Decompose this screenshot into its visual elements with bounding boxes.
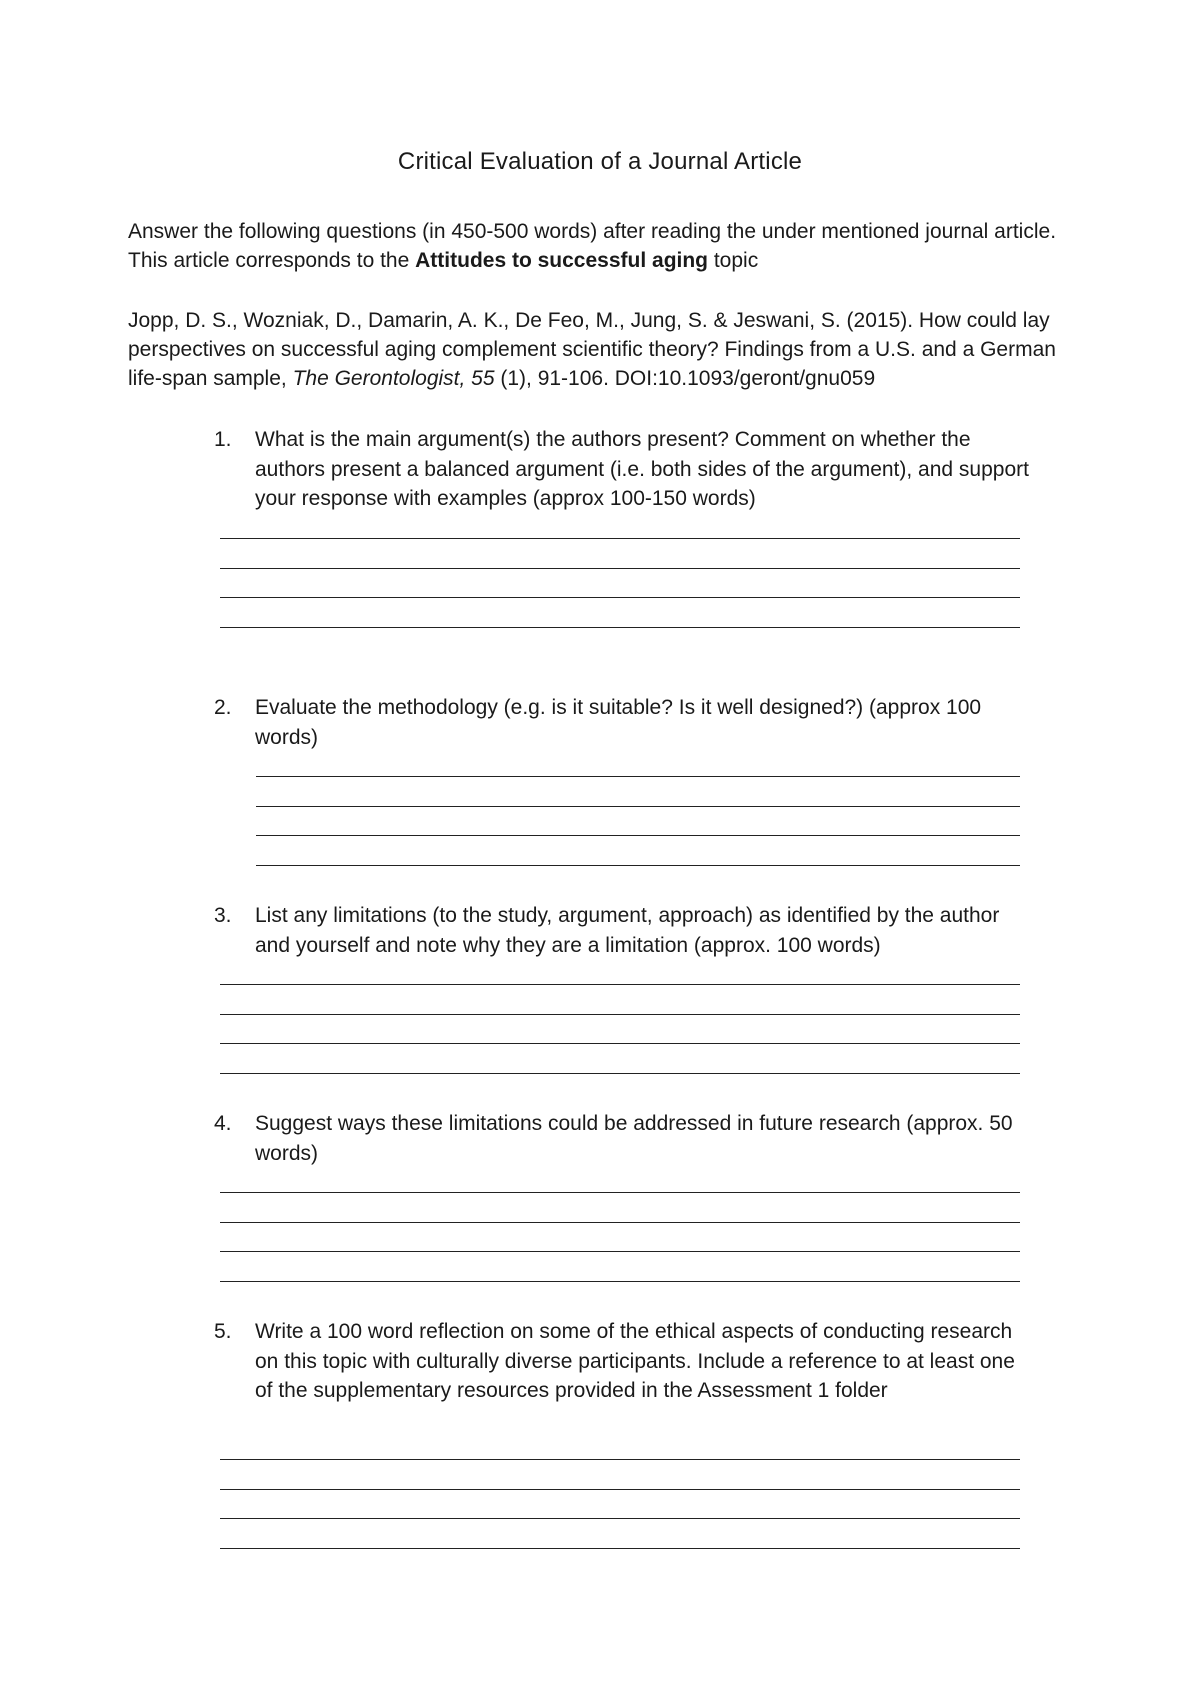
answer-line[interactable]	[220, 1192, 1020, 1193]
citation-rest: (1), 91-106. DOI:10.1093/geront/gnu059	[494, 367, 876, 390]
answer-line[interactable]	[220, 538, 1020, 539]
question-1	[214, 425, 1034, 514]
answer-line[interactable]	[256, 776, 1020, 777]
intro-paragraph	[128, 217, 1058, 275]
intro-text-end: topic	[708, 249, 759, 272]
answer-line[interactable]	[220, 1489, 1020, 1490]
question-text: List any limitations (to the study, argument, approach) as identified by the author and yourself and note why they are a limitation (approx. 100 words)	[255, 904, 1000, 957]
page-title: Critical Evaluation of a Journal Article	[397, 148, 803, 175]
answer-lines-4[interactable]	[220, 1192, 1020, 1282]
answer-lines-1[interactable]	[220, 538, 1020, 628]
question-5	[214, 1317, 1034, 1406]
answer-line[interactable]	[220, 984, 1020, 985]
answer-line[interactable]	[220, 597, 1020, 598]
question-number: 5.	[214, 1320, 232, 1343]
topic-name: Attitudes to successful aging	[415, 249, 709, 272]
answer-line[interactable]	[220, 1281, 1020, 1282]
question-2	[214, 693, 1034, 752]
intro-text: Answer the following questions (in 450-500 words) after reading the under mentioned journal article. This article corresponds to the	[128, 220, 1057, 272]
answer-line[interactable]	[256, 806, 1020, 807]
answer-line[interactable]	[256, 835, 1020, 836]
answer-lines-2[interactable]	[256, 776, 1020, 866]
question-text: Suggest ways these limitations could be addressed in future research (approx. 50 words)	[255, 1112, 1013, 1165]
answer-line[interactable]	[220, 1548, 1020, 1549]
answer-line[interactable]	[220, 1222, 1020, 1223]
question-number: 2.	[214, 696, 232, 719]
answer-lines-3[interactable]	[220, 984, 1020, 1074]
question-number: 1.	[214, 428, 232, 451]
question-text: Evaluate the methodology (e.g. is it suitable? Is it well designed?) (approx 100 words)	[255, 696, 982, 749]
answer-line[interactable]	[220, 1043, 1020, 1044]
answer-line[interactable]	[220, 1073, 1020, 1074]
citation-main: Jopp, D. S., Wozniak, D., Damarin, A. K., De Feo, M., Jung, S. & Jeswani, S. (2015). How could lay perspectives on successful aging complement scientific theory? Findings from a U.S. and a German life-span sample,	[128, 309, 1056, 390]
question-number: 4.	[214, 1112, 232, 1135]
answer-line[interactable]	[220, 1518, 1020, 1519]
answer-line[interactable]	[220, 1014, 1020, 1015]
question-3	[214, 901, 1034, 960]
answer-line[interactable]	[256, 865, 1020, 866]
question-text: Write a 100 word reflection on some of the ethical aspects of conducting research on this topic with culturally diverse participants. Include a reference to at least one of the supplementary resources provided in the Assessment 1 folder	[255, 1320, 1015, 1402]
answer-line[interactable]	[220, 1251, 1020, 1252]
answer-line[interactable]	[220, 627, 1020, 628]
answer-lines-5[interactable]	[220, 1459, 1020, 1549]
article-citation	[128, 306, 1068, 393]
answer-line[interactable]	[220, 1459, 1020, 1460]
citation-journal: The Gerontologist, 55	[292, 367, 495, 390]
answer-line[interactable]	[220, 568, 1020, 569]
question-4	[214, 1109, 1034, 1168]
question-number: 3.	[214, 904, 232, 927]
question-text: What is the main argument(s) the authors present? Comment on whether the authors present a balanced argument (i.e. both sides of the argument), and support your response with examples (approx 100-150 words)	[255, 428, 1029, 510]
